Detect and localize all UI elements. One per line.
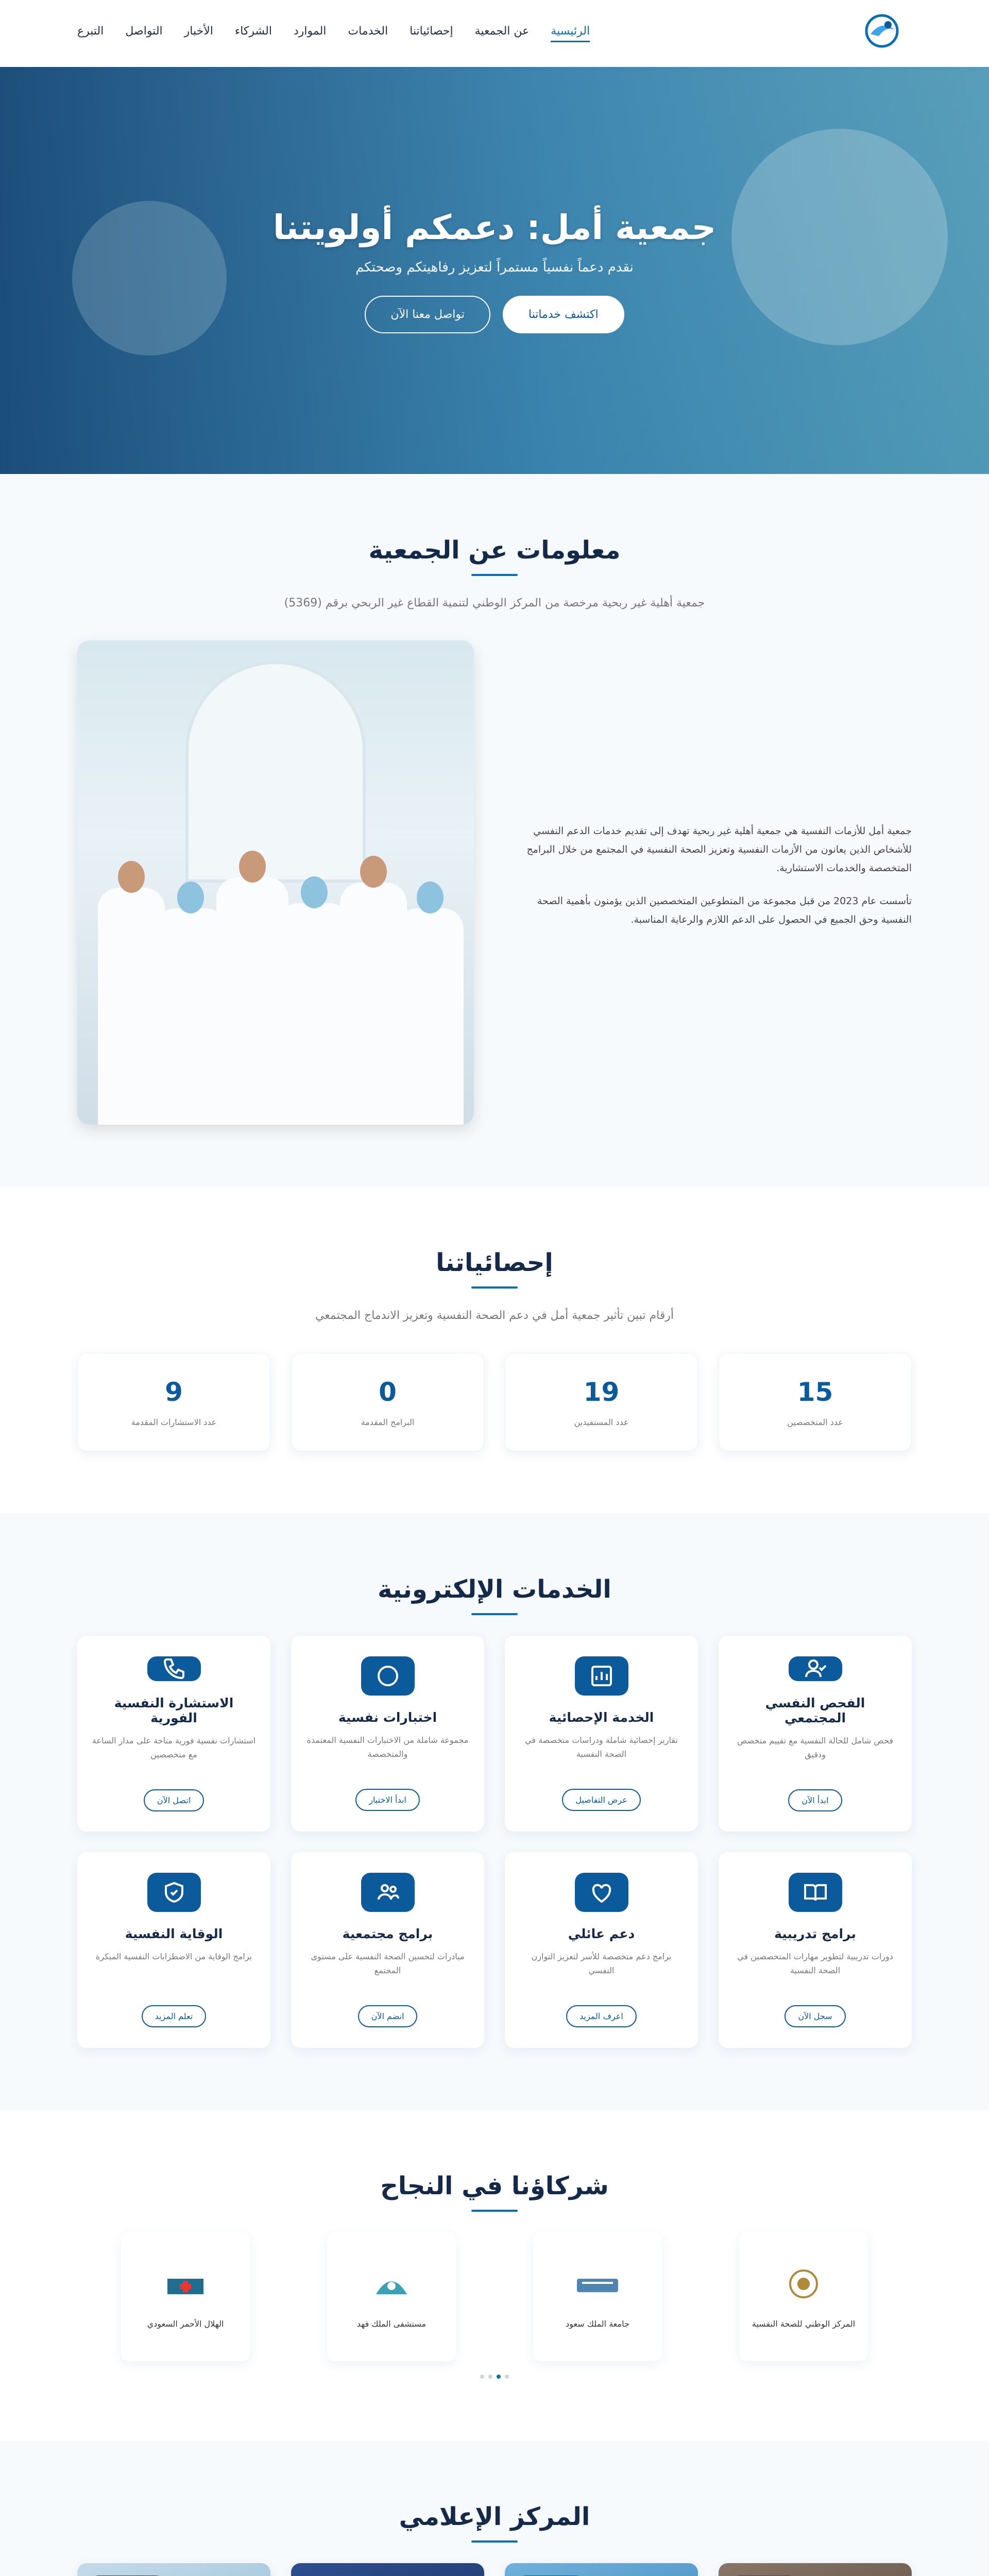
title-underline bbox=[471, 1286, 518, 1289]
partner-name: الهلال الأحمر السعودي bbox=[147, 2319, 224, 2329]
nav-link-about[interactable]: عن الجمعية bbox=[474, 25, 530, 38]
logo[interactable] bbox=[850, 9, 912, 58]
team-photo bbox=[77, 640, 474, 1125]
navbar bbox=[0, 0, 989, 67]
service-card bbox=[77, 1636, 270, 1832]
service-desc: فحص شامل للحالة النفسية مع تقييم متخصص ودقيق bbox=[737, 1736, 893, 1760]
service-card bbox=[291, 1852, 484, 2048]
person-figure bbox=[397, 908, 464, 1125]
stats-title: إحصائياتنا bbox=[436, 1248, 553, 1277]
service-card bbox=[505, 1852, 698, 2048]
learn-more-button[interactable]: اعرف المزيد bbox=[566, 2005, 637, 2027]
hero-buttons bbox=[365, 296, 624, 333]
service-name: برامج تدريبية bbox=[774, 1926, 856, 1941]
nav-links bbox=[77, 25, 590, 42]
partner-name: جامعة الملك سعود bbox=[566, 2319, 629, 2329]
service-card bbox=[719, 1852, 912, 2048]
partner-name: مستشفى الملك فهد bbox=[356, 2319, 427, 2329]
service-card bbox=[505, 1636, 698, 1832]
stat-card-consultations bbox=[77, 1353, 270, 1451]
arch-decoration bbox=[185, 661, 366, 883]
news-card[interactable] bbox=[505, 2563, 698, 2576]
view-details-button[interactable]: عرض التفاصيل bbox=[562, 1789, 640, 1811]
nav-link-contact[interactable]: التواصل bbox=[125, 25, 163, 38]
media-carousel bbox=[77, 2563, 912, 2576]
news-image bbox=[77, 2563, 270, 2576]
partner-name: المركز الوطني للصحة النفسية bbox=[752, 2319, 856, 2329]
news-image bbox=[291, 2563, 484, 2576]
person-figure bbox=[278, 903, 350, 1125]
chart-icon bbox=[575, 1656, 628, 1696]
service-name: الوقاية النفسية bbox=[125, 1926, 223, 1941]
partner-card[interactable] bbox=[533, 2232, 662, 2361]
stats-subtitle: أرقام تبين تأثير جمعية أمل في دعم الصحة النفسية وتعزيز الاندماج المجتمعي bbox=[315, 1309, 674, 1322]
about-paragraph-1: جمعية أمل للأزمات النفسية هي جمعية أهلية غير ربحية تهدف إلى تقديم خدمات الدعم النفسي للأشخاص الذين يعانون من الأزمات النفسية وتعزيز الصحة النفسية في المجتمع من خلال البرامج المتخصصة والخدمات الاستشارية. bbox=[526, 825, 912, 874]
nav-link-home[interactable]: الرئيسية bbox=[551, 25, 590, 42]
stats-grid bbox=[77, 1353, 912, 1451]
start-test-button[interactable]: ابدأ الاختبار bbox=[355, 1789, 420, 1811]
join-now-button[interactable]: انضم الآن bbox=[358, 2005, 418, 2027]
service-name: دعم عائلي bbox=[568, 1926, 635, 1941]
nav-link-stats[interactable]: إحصائياتنا bbox=[410, 25, 453, 38]
services-grid bbox=[77, 1636, 912, 2048]
service-name: الاستشارة النفسية الفورية bbox=[114, 1696, 234, 1725]
stat-value: 15 bbox=[797, 1377, 833, 1407]
service-card bbox=[291, 1636, 484, 1832]
nav-link-partners[interactable]: الشركاء bbox=[234, 25, 272, 38]
partner-logo bbox=[361, 2263, 422, 2310]
service-desc: استشارات نفسية فورية متاحة على مدار الساعة مع متخصصين bbox=[92, 1736, 256, 1760]
about-row bbox=[77, 640, 912, 1125]
person-figure bbox=[155, 908, 227, 1125]
title-underline bbox=[471, 1613, 518, 1615]
services-title: الخدمات الإلكترونية bbox=[378, 1575, 611, 1604]
news-card[interactable] bbox=[291, 2563, 484, 2576]
news-image bbox=[719, 2563, 912, 2576]
stat-card-beneficiaries bbox=[505, 1353, 698, 1451]
nav-link-donate[interactable]: التبرع bbox=[77, 25, 104, 38]
stat-value: 0 bbox=[379, 1377, 397, 1407]
contact-now-button[interactable]: تواصل معنا الآن bbox=[365, 296, 490, 333]
service-name: الفحص النفسي المجتمعي bbox=[765, 1696, 865, 1725]
hero-bg-shape bbox=[72, 201, 227, 355]
about-section bbox=[0, 474, 989, 1187]
stat-value: 9 bbox=[165, 1377, 183, 1407]
heart-icon bbox=[575, 1873, 628, 1912]
media-section bbox=[0, 2441, 989, 2576]
service-desc: برامج الوقاية من الاضطرابات النفسية المبكرة bbox=[95, 1952, 252, 1961]
about-title: معلومات عن الجمعية bbox=[368, 536, 621, 565]
partner-card[interactable] bbox=[121, 2232, 250, 2361]
about-text bbox=[525, 822, 912, 943]
partners-title: شركاؤنا في النجاح bbox=[380, 2172, 609, 2200]
phone-icon bbox=[147, 1656, 201, 1681]
hero-bg-shape bbox=[731, 129, 948, 345]
service-desc: دورات تدريبية لتطوير مهارات المتخصصين في الصحة النفسية bbox=[737, 1952, 893, 1976]
service-card bbox=[719, 1636, 912, 1832]
partner-card[interactable] bbox=[327, 2232, 456, 2361]
partner-logo bbox=[773, 2263, 834, 2310]
stat-label: عدد المتخصصين bbox=[787, 1417, 843, 1427]
service-name: اختبارات نفسية bbox=[338, 1710, 437, 1725]
explore-services-button[interactable]: اكتشف خدماتنا bbox=[503, 296, 624, 333]
service-name: برامج مجتمعية bbox=[342, 1926, 433, 1941]
service-name: الخدمة الإحصائية bbox=[549, 1710, 654, 1725]
carousel-dots bbox=[77, 2375, 912, 2379]
nav-link-services[interactable]: الخدمات bbox=[348, 25, 388, 38]
service-desc: برامج دعم متخصصة للأسر لتعزيز التوازن النفسي bbox=[531, 1952, 672, 1976]
service-desc: تقارير إحصائية شاملة ودراسات متخصصة في الصحة النفسية bbox=[525, 1735, 678, 1759]
book-icon bbox=[789, 1873, 842, 1912]
users-icon bbox=[361, 1873, 415, 1912]
carousel-dot[interactable] bbox=[497, 2375, 501, 2379]
title-underline bbox=[471, 2210, 518, 2212]
about-subtitle: جمعية أهلية غير ربحية مرخصة من المركز الوطني لتنمية القطاع غير الربحي برقم (5369) bbox=[284, 597, 705, 609]
news-card[interactable] bbox=[719, 2563, 912, 2576]
partners-carousel bbox=[77, 2232, 912, 2361]
service-card bbox=[77, 1852, 270, 2048]
title-underline bbox=[471, 574, 518, 576]
service-desc: مجموعة شاملة من الاختبارات النفسية المعتمدة والمتخصصة bbox=[306, 1735, 469, 1759]
hero-subtitle: نقدم دعماً نفسياً مستمراً لتعزيز رفاهيتكم وصحتكم bbox=[355, 260, 634, 275]
carousel-dot[interactable] bbox=[488, 2375, 492, 2379]
nav-link-news[interactable]: الأخبار bbox=[184, 25, 213, 38]
learn-more-button[interactable]: تعلم المزيد bbox=[142, 2005, 206, 2027]
chat-icon bbox=[361, 1656, 415, 1696]
title-underline bbox=[471, 2540, 518, 2543]
call-now-button[interactable]: اتصل الآن bbox=[144, 1789, 204, 1811]
partner-logo bbox=[155, 2263, 216, 2310]
partners-section bbox=[0, 2110, 989, 2441]
user-check-icon bbox=[789, 1656, 842, 1681]
nav-link-resources[interactable]: الموارد bbox=[293, 25, 327, 38]
start-now-button[interactable]: ابدأ الآن bbox=[788, 1789, 842, 1811]
stat-label: عدد الاستشارات المقدمة bbox=[131, 1417, 217, 1427]
stat-value: 19 bbox=[583, 1377, 620, 1407]
hero-section bbox=[0, 67, 989, 474]
service-desc: مبادرات لتحسين الصحة النفسية على مستوى المجتمع bbox=[311, 1952, 465, 1976]
media-grid bbox=[77, 2563, 912, 2576]
partner-logo bbox=[567, 2263, 628, 2310]
carousel-dot[interactable] bbox=[480, 2375, 484, 2379]
logo-icon bbox=[850, 9, 912, 56]
news-image bbox=[505, 2563, 698, 2576]
hero-title: جمعية أمل: دعمكم أولويتنا bbox=[272, 208, 717, 247]
media-title: المركز الإعلامي bbox=[399, 2502, 590, 2531]
carousel-dot[interactable] bbox=[505, 2375, 509, 2379]
stat-card-specialists bbox=[719, 1353, 912, 1451]
stats-section bbox=[0, 1187, 989, 1513]
person-figure bbox=[216, 877, 288, 1125]
stat-label: عدد المستفيدين bbox=[574, 1417, 629, 1427]
shield-icon bbox=[147, 1873, 201, 1912]
partner-card[interactable] bbox=[739, 2232, 868, 2361]
services-section bbox=[0, 1513, 989, 2110]
register-now-button[interactable]: سجل الآن bbox=[785, 2005, 845, 2027]
stat-label: البرامج المقدمة bbox=[361, 1417, 415, 1427]
about-paragraph-2: تأسست عام 2023 من قبل مجموعة من المتطوعين المتخصصين الذين يؤمنون بأهمية الصحة النفسية وحق الجميع في الحصول على الدعم اللازم والرعاية المناسبة. bbox=[537, 895, 912, 926]
stat-card-programs bbox=[291, 1353, 484, 1451]
news-card[interactable] bbox=[77, 2563, 270, 2576]
